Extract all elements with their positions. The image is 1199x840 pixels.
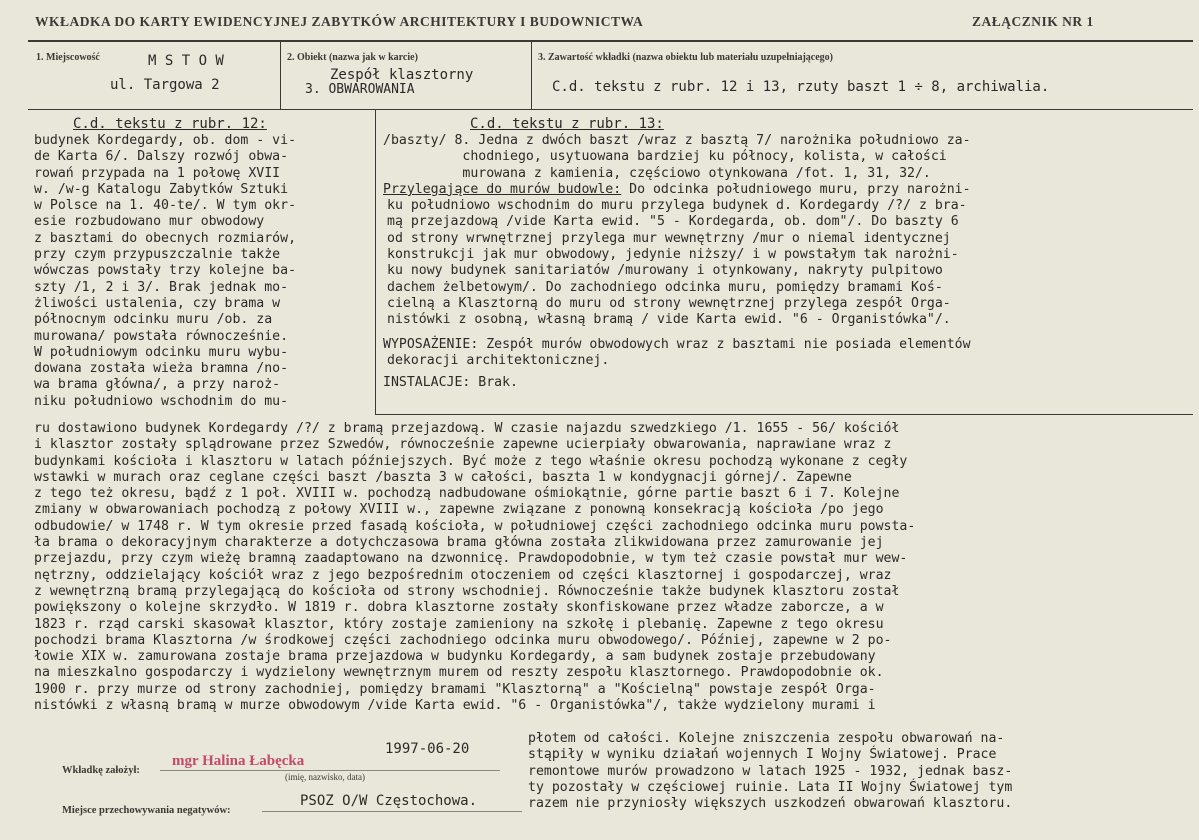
right-column-bottom-rule: [375, 414, 1193, 415]
main-text-line: przejazdu, przy czym wieżę bramną zaadaptowano na dzwonnicę. Prawdopodobnie, w tym też czasie powstał mur wew-: [34, 551, 908, 567]
adjacent-line: konstrukcji jak mur obwodowy, jedynie niższy/ i w powstałym tak narożni-: [387, 247, 959, 263]
top-rule: [28, 40, 1193, 42]
adjacent-line: od strony wrwnętrznej przylega mur wewnętrzny /mur o niemal identycznej: [387, 230, 951, 246]
right-column-divider: [375, 110, 376, 415]
main-text-line: pochodzi brama Klasztorna /w środkowej części zachodniego odcinka muru obwodowego/. Później, zapewne w 2 po-: [34, 632, 892, 648]
text-line: szty /1, 2 i 3/. Brak jednak mo-: [34, 279, 289, 295]
field-content-value: C.d. tekstu z rubr. 12 i 13, rzuty baszt 1 ÷ 8, archiwalia.: [552, 79, 1050, 95]
adjacent-line: ku nowy budynek sanitariatów /murowany i otynkowany, nakryty pulpitowo: [387, 263, 943, 279]
adjacent-line: cielną a Klasztorną do muru od strony wewnętrznej przylega zespół Orga-: [387, 295, 951, 311]
main-text-first-line: ru dostawiono budynek Kordegardy /?/ z bramą przejazdową. W czasie najazdu szwedzkiego /1. 1655 - 56/ kościół: [34, 421, 900, 436]
text-line: żliwości ustalenia, czy brama w: [34, 295, 281, 311]
divider-2: [531, 40, 532, 110]
compiled-caption: (imię, nazwisko, data): [285, 772, 365, 782]
right-column-text: [383, 133, 971, 391]
left-column-heading: C.d. tekstu z rubr. 12:: [73, 116, 267, 132]
main-text-line: z wewnętrzną bramą przylegającą do kościoła od strony wschodniej. Równocześnie także budynek klasztoru został: [34, 583, 900, 599]
equipment-label: WYPOSAŻENIE:: [383, 336, 479, 352]
text-line: dowana została wieża bramna /no-: [34, 361, 289, 377]
attachment-number: ZAŁĄCZNIK NR 1: [972, 14, 1094, 29]
tower-line: chodniego, usytuowana bardziej ku północy, kolista, w całości: [383, 149, 947, 165]
text-line: W południowym odcinku muru wybu-: [34, 344, 289, 360]
text-line: z basztami do obecnych rozmiarów,: [34, 230, 297, 246]
main-text-line: i klasztor zostały splądrowane przez Szwedów, równocześnie zapewne ucierpiały obwarowania, naprawiane wraz z: [34, 437, 892, 453]
main-text-line: powiększony o kolejne skrzydło. W 1819 r. dobra klasztorne zostały skonfiskowane przez władze zaborcze, a w: [34, 600, 884, 616]
main-text-line: razem nie przyniosły większych uszkodzeń obwarowań klasztoru.: [528, 796, 1013, 812]
equipment-text: Zespół murów obwodowych wraz z basztami nie posiada elementów: [478, 336, 971, 352]
text-line: niku południowo wschodnim do mu-: [34, 393, 289, 409]
text-line: północnym odcinku muru /ob. za: [34, 312, 273, 328]
main-text-line: nistówki z własną bramą w murze obwodowym /vide Karta ewid. "6 - Organistówka"/, także wydzielony murami i: [34, 698, 876, 714]
right-column-heading: C.d. tekstu z rubr. 13:: [470, 116, 664, 132]
signature-line: [160, 770, 500, 771]
main-text-line: 1823 r. rząd carski skasował klasztor, który zostaje zamieniony na szkołę i plebanię. Zapewne z tego okresu: [34, 616, 884, 632]
main-text-line: wstawki w murach oraz ceglane części baszt /baszta 3 w całości, baszta 1 w kondygnacji górnej/. Zapewne: [34, 469, 852, 485]
main-text-line: stąpiły w wyniku działań wojennych I Wojny Światowej. Prace: [528, 747, 997, 763]
text-line: budynek Kordegardy, ob. dom - vi-: [34, 133, 297, 148]
header-bottom-rule: [28, 109, 1193, 110]
main-text-line: ty pozostały w częściowej ruinie. Lata II Wojny Światowej tym: [528, 779, 1013, 795]
field-object-label: 2. Obiekt (nazwa jak w karcie): [287, 52, 418, 63]
main-text-line: z tego też okresu, bądź z 1 poł. XVIII w. pochodzą nadbudowane ośmiokątnie, górne partie baszt 6 i 7. Kolejne: [34, 486, 900, 502]
text-line: Do odcinka południowego muru, przy narożni-: [621, 181, 971, 197]
text-line: wa brama główna/, a przy naroż-: [34, 377, 281, 393]
text-line: esie rozbudowano mur obwodowy: [34, 214, 265, 230]
adjacent-line: dachem żelbetowym/. Do zachodniego odcinka muru, pomiędzy bramami Koś-: [387, 279, 943, 295]
text-line: w. /w-g Katalogu Zabytków Sztuki: [34, 181, 289, 197]
main-text-line: zmiany w obwarowaniach pochodzą z połowy XVIII w., zapewne związane z ponowną konsekracją kościoła /po jego: [34, 502, 884, 518]
text-line: rowań przypada na 1 połowę XVII: [34, 165, 281, 181]
compiled-by-label: Wkładkę założył:: [62, 765, 140, 776]
negatives-line: [262, 811, 522, 812]
left-column-text: [34, 133, 296, 410]
adjacent-buildings-label: Przylegające do murów budowle:: [383, 181, 622, 197]
adjacent-line: nistówki z osobną, własną bramą / vide Karta ewid. "6 - Organistówka"/.: [387, 312, 951, 328]
text-line: w Polsce na 1. 40-te/. W tym okr-: [34, 198, 297, 214]
compiled-by-stamp: mgr Halina Łabęcka: [172, 753, 305, 769]
main-text-line: 1900 r. przy murze od strony zachodniej, pomiędzy bramami "Klasztorną" a "Kościelną" powstaje zespół Orga-: [34, 681, 876, 697]
adjacent-line: mą przejazdową /vide Karta ewid. "5 - Kordegarda, ob. dom"/. Do baszty 6: [387, 214, 959, 230]
tower-line: /baszty/ 8. Jedna z dwóch baszt /wraz z basztą 7/ narożnika południowo za-: [383, 133, 971, 148]
installations-value: Brak.: [470, 375, 518, 391]
field-content-label: 3. Zawartość wkładki (nazwa obiektu lub materiału uzupełniającego): [538, 52, 834, 63]
main-text-line: nętrzny, oddzielający kościół wraz z jego bezpośrednim otoczeniem od części klasztornej i gospodarczej, wraz: [34, 567, 892, 583]
main-text: [34, 421, 915, 714]
tower-line: murowana z kamienia, częściowo otynkowana /fot. 1, 31, 32/.: [383, 165, 931, 181]
field-object-value: Zespół klasztorny: [330, 67, 474, 83]
form-title: WKŁADKA DO KARTY EWIDENCYJNEJ ZABYTKÓW ARCHITEKTURY I BUDOWNICTWA: [35, 14, 644, 29]
negatives-location: PSOZ O/W Częstochowa.: [300, 793, 478, 809]
main-text-line: odbudowie/ w 1748 r. W tym okresie przed fasadą kościoła, w południowej części zachodniego odcinka muru powsta-: [34, 518, 916, 534]
field-object-subvalue: 3. OBWAROWANIA: [305, 82, 415, 97]
field-street-value: ul. Targowa 2: [110, 77, 220, 93]
main-text-line: ła brama o dekoracyjnym charakterze a dotychczasowa brama główna została zlikwidowana przez zamurowanie jej: [34, 535, 884, 551]
adjacent-line: ku południowo wschodnim do muru przylega budynek d. Kordegardy /?/ z bra-: [387, 198, 967, 214]
main-text-line: łowie XIX w. zamurowana zostaje brama przejazdowa w budynku Kordegardy, a sam budynek zostaje przebudowany: [34, 649, 876, 665]
field-place-value: M S T O W: [148, 53, 224, 69]
negatives-label: Miejsce przechowywania negatywów:: [62, 805, 231, 816]
divider-1: [280, 40, 281, 110]
text-line: de Karta 6/. Dalszy rozwój obwa-: [34, 149, 289, 165]
compiled-date: 1997-06-20: [385, 741, 470, 757]
main-text-line: płotem od całości. Kolejne zniszczenia zespołu obwarowań na-: [528, 731, 1005, 746]
main-text-line: budynkami kościoła i klasztoru w latach późniejszych. Być może z tego właśnie okresu pochodzą wykonane z cegły: [34, 453, 908, 469]
main-text-line: na mieszkalno gospodarczy i wydzielony wewnętrznym murem od reszty zespołu klasztornego. Prawdopodobnie ok.: [34, 665, 884, 681]
equipment-text: dekoracji architektonicznej.: [387, 352, 610, 368]
text-line: przy czym przypuszczalnie także: [34, 247, 281, 263]
bottom-right-text: [528, 731, 1012, 812]
main-text-line: remontowe murów prowadzono w latach 1925 - 1932, jednak basz-: [528, 763, 1013, 779]
field-place-label: 1. Miejscowość: [36, 52, 100, 63]
installations-label: INSTALACJE:: [383, 375, 471, 391]
text-line: murowana/ powstała równocześnie.: [34, 328, 289, 344]
text-line: wówczas powstały trzy kolejne ba-: [34, 263, 297, 279]
